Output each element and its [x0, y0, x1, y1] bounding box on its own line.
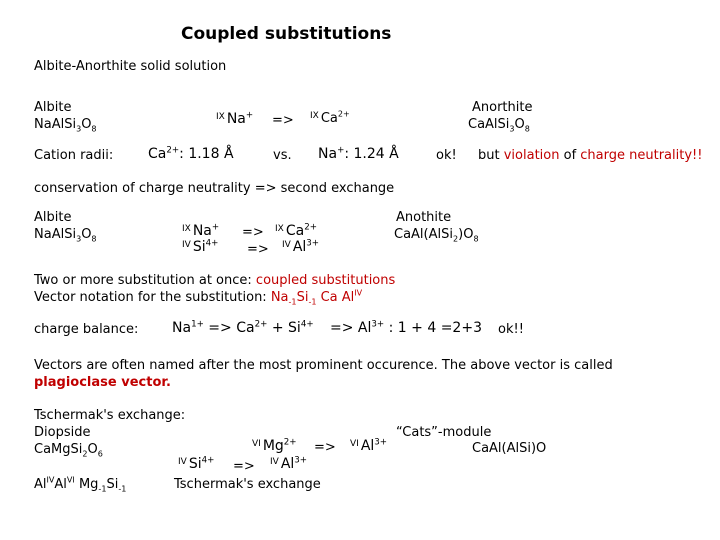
cats-formula: CaAl(AlSi)O [472, 441, 547, 456]
ok-text-2: ok!! [498, 322, 524, 337]
diopside-formula: $CaMgSi_2O_6$ [34, 442, 103, 459]
arrow: => [272, 113, 294, 128]
albite-label: Albite [34, 100, 72, 115]
conservation-line: conservation of charge neutrality => second exchange [34, 181, 395, 196]
vs-text: vs. [273, 148, 292, 163]
arrow-2b: => [247, 242, 269, 257]
albite-formula-2: $NaAlSi_3O_8$ [34, 227, 97, 244]
si-iv: $^{IV}$ $Si^{4+}$ [182, 238, 219, 255]
violation-text: but violation of charge neutrality!! [478, 148, 703, 163]
cats-module-label: “Cats”-module [396, 425, 492, 440]
charge-balance-equation: $Na^{1+} => Ca^{2+} + Si^{4+}$ [172, 319, 314, 336]
anothite-formula: $CaAl(AlSi_2)O_8$ [394, 227, 479, 244]
albite-label-2: Albite [34, 210, 72, 225]
ca-ix: $^{IX}$ $Ca^{2+}$ [310, 109, 350, 127]
arrow-3a: => [314, 440, 336, 455]
tschermak-vector: $Al^{IV}Al^{VI}$ $Mg_{-1}Si_{-1}$ [34, 475, 127, 494]
vectors-paragraph-1: Vectors are often named after the most prominent occurence. The above vector is called [34, 358, 613, 373]
subtitle: Albite-Anorthite solid solution [34, 59, 227, 74]
si-iv-2: $^{IV}$ $Si^{4+}$ [178, 455, 215, 472]
na-ix: $^{IX}$ Na+ [216, 110, 254, 127]
two-or-more-line: Two or more substitution at once: coupled substitutions [34, 273, 396, 288]
page-title: Coupled substitutions [181, 24, 392, 44]
tschermak-exchange-label: Tschermak's exchange [174, 477, 321, 492]
arrow-3b: => [233, 459, 255, 474]
tschermak-heading: Tschermak's exchange: [34, 408, 186, 423]
vectors-paragraph-2: plagioclase vector. [34, 375, 171, 390]
na-radius: Na+: 1.24 Å [318, 145, 399, 162]
al-vi: $^{VI}$ $Al^{3+}$ [350, 437, 388, 454]
albite-formula: $NaAlSi_3O_8$ [34, 117, 97, 134]
ca-radius: $Ca^{2+}$: 1.18 Å [148, 145, 234, 162]
mg-vi: $^{VI}$ $Mg^{2+}$ [252, 437, 297, 454]
al-iv-2: $^{IV}$ $Al^{3+}$ [270, 455, 308, 472]
al-iv: $^{IV}$ $Al^{3+}$ [282, 238, 320, 255]
ok-text: ok! [436, 148, 457, 163]
anorthite-formula: $CaAlSi_3O_8$ [468, 117, 530, 134]
anorthite-label: Anorthite [472, 100, 533, 115]
diopside-label: Diopside [34, 425, 91, 440]
ca-ix-2: $^{IX}$ $Ca^{2+}$ [275, 222, 317, 239]
cation-radii-label: Cation radii: [34, 148, 114, 163]
na-ix-2: $^{IX}$ Na+ [182, 222, 220, 239]
charge-balance-label: charge balance: [34, 322, 139, 337]
vector-notation-line: Vector notation for the substitution: $Na_{-1}Si_{-1}$ Ca $Al^{IV}$ [34, 288, 363, 307]
anothite-label: Anothite [396, 210, 452, 225]
arrow-2a: => [242, 225, 264, 240]
charge-balance-result: => $Al^{3+}$ : 1 + 4 =2+3 [330, 319, 482, 336]
